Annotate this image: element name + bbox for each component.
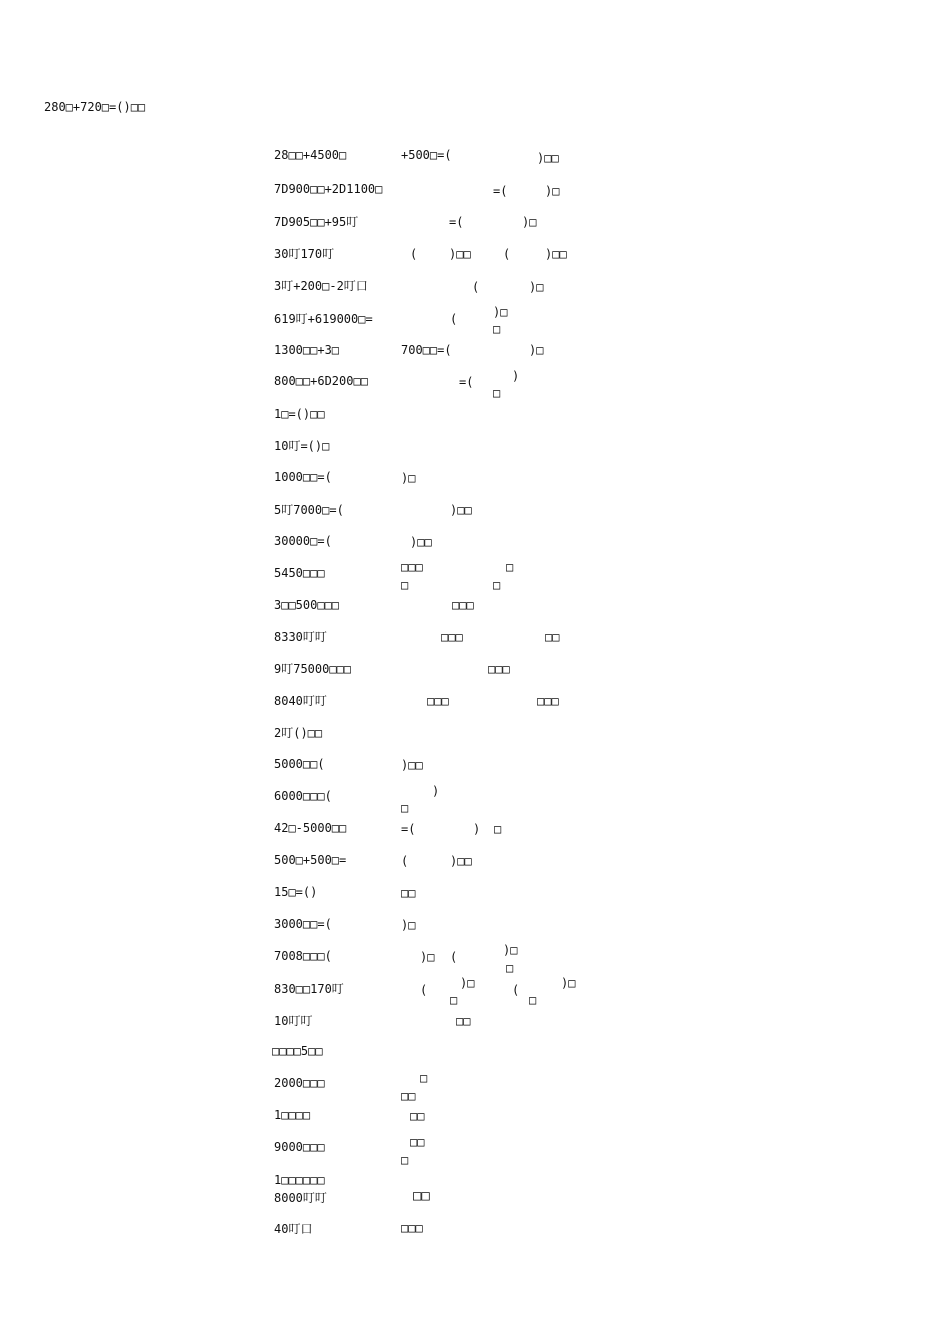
exercise-text: 700□□=(	[401, 343, 452, 357]
exercise-text: =(	[493, 184, 508, 198]
exercise-text: □□□	[441, 630, 463, 644]
exercise-text: □□□	[537, 694, 559, 708]
exercise-text: )□□	[449, 247, 471, 261]
exercise-text: 7D905□□+95叮	[274, 215, 359, 229]
exercise-text: )□□	[537, 151, 559, 165]
exercise-text: 2叮()□□	[274, 726, 323, 740]
exercise-text: 30叮170叮	[274, 247, 335, 261]
exercise-text: □□□	[427, 694, 449, 708]
exercise-text: 6000□□□(	[274, 789, 332, 803]
exercise-text: 8000叮叮	[274, 1191, 327, 1205]
exercise-text: )□	[522, 215, 537, 229]
exercise-text: □□	[410, 1135, 425, 1149]
exercise-text: 42□-5000□□	[274, 821, 347, 835]
exercise-text: (	[401, 854, 409, 868]
exercise-text: □	[420, 1071, 428, 1085]
exercise-text: )□□	[401, 758, 423, 772]
exercise-text: )	[473, 822, 481, 836]
exercise-text: (	[503, 247, 511, 261]
exercise-text: 830□□170叮	[274, 982, 344, 996]
exercise-text: 7D900□□+2D1100□	[274, 182, 383, 196]
exercise-text: □	[401, 1153, 409, 1167]
exercise-text: )□	[401, 471, 416, 485]
exercise-text: =(	[401, 822, 416, 836]
exercise-text: □	[401, 801, 409, 815]
exercise-text: 5叮7000□=(	[274, 503, 344, 517]
exercise-text: 1□□□□	[274, 1108, 311, 1122]
exercise-text: 500□+500□=	[274, 853, 347, 867]
exercise-text: )	[512, 369, 520, 383]
exercise-text: 3□□500□□□	[274, 598, 340, 612]
exercise-text: □□□	[452, 598, 474, 612]
exercise-text: )□	[529, 280, 544, 294]
exercise-text: 2000□□□	[274, 1076, 325, 1090]
exercise-text: 619叮+619000□=	[274, 312, 373, 326]
exercise-text: 1300□□+3□	[274, 343, 340, 357]
exercise-text: 9叮75000□□□	[274, 662, 352, 676]
exercise-text: □□□	[401, 560, 423, 574]
exercise-text: □□	[413, 1188, 430, 1204]
exercise-text: )□	[420, 950, 435, 964]
exercise-text: 8040叮叮	[274, 694, 327, 708]
exercise-text: 9000□□□	[274, 1140, 325, 1154]
exercise-text: □	[493, 578, 501, 592]
exercise-text: □	[494, 822, 502, 836]
exercise-text: )□	[561, 976, 576, 990]
exercise-text: )□	[493, 305, 508, 319]
exercise-text: □	[450, 993, 458, 1007]
exercise-text: 8330叮叮	[274, 630, 327, 644]
exercise-text: )□□	[450, 503, 472, 517]
exercise-text: (	[410, 247, 418, 261]
exercise-text: )□□	[450, 854, 472, 868]
exercise-text: □□□	[401, 1221, 423, 1235]
exercise-text: =(	[449, 215, 464, 229]
exercise-text: )□	[545, 184, 560, 198]
exercise-text: □□	[401, 886, 416, 900]
page-header: 280□+720□=()□□	[44, 100, 146, 114]
exercise-text: 1□□□□□□	[274, 1173, 325, 1187]
exercise-text: □	[493, 322, 501, 336]
exercise-text: )□	[401, 918, 416, 932]
exercise-text: 800□□+6D200□□	[274, 374, 368, 388]
exercise-text: 3000□□=(	[274, 917, 332, 931]
exercise-text: □	[506, 961, 514, 975]
exercise-text: □	[506, 560, 514, 574]
exercise-text: (	[450, 312, 458, 326]
exercise-text: (	[512, 983, 520, 997]
exercise-text: 10叮叮	[274, 1014, 313, 1028]
exercise-text: =(	[459, 375, 474, 389]
exercise-text: 15□=()	[274, 885, 318, 899]
exercise-text: □□	[401, 1089, 416, 1103]
exercise-text: )□	[529, 343, 544, 357]
exercise-text: 5450□□□	[274, 566, 325, 580]
exercise-text: )□	[460, 976, 475, 990]
exercise-text: □	[493, 386, 501, 400]
exercise-text: 5000□□(	[274, 757, 325, 771]
exercise-text: 10叮=()□	[274, 439, 330, 453]
exercise-text: +500□=(	[401, 148, 452, 162]
exercise-text: 30000□=(	[274, 534, 332, 548]
exercise-text: )□□	[545, 247, 567, 261]
exercise-text: (	[472, 280, 480, 294]
exercise-text: )□	[503, 943, 518, 957]
exercise-text: (	[420, 983, 428, 997]
exercise-text: 40叮口	[274, 1222, 313, 1236]
exercise-text: 28□□+4500□	[274, 148, 347, 162]
exercise-text: □□	[456, 1014, 471, 1028]
exercise-text: 3叮+200□-2叮口	[274, 279, 368, 293]
exercise-text: □□	[410, 1109, 425, 1123]
exercise-text: 1000□□=(	[274, 470, 332, 484]
exercise-text: )	[432, 784, 440, 798]
exercise-text: 7008□□□(	[274, 949, 332, 963]
exercise-text: )□□	[410, 535, 432, 549]
exercise-text: 1□=()□□	[274, 407, 325, 421]
exercise-text: □	[529, 993, 537, 1007]
exercise-text: □	[401, 578, 409, 592]
exercise-text: (	[450, 950, 458, 964]
exercise-text: □□□□5□□	[272, 1044, 323, 1058]
exercise-text: □□	[545, 630, 560, 644]
exercise-text: □□□	[488, 662, 510, 676]
